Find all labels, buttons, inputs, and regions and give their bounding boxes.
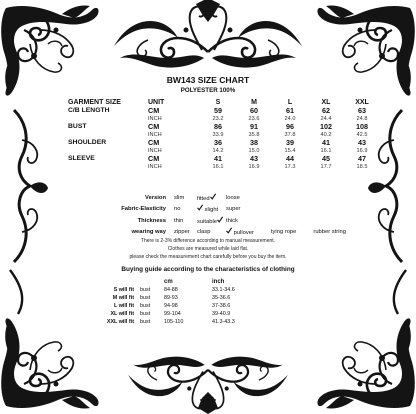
- property-option: [174, 193, 197, 204]
- table-cell: 24.0: [284, 116, 296, 122]
- property-option: [226, 193, 257, 204]
- property-option: [226, 204, 257, 215]
- property-option: [197, 193, 226, 204]
- option-text: thick: [225, 217, 238, 224]
- property-label: Thickness: [137, 217, 166, 224]
- table-row-inch: [68, 131, 380, 139]
- unit-cell: CM: [148, 138, 160, 147]
- option-text: slight: [204, 207, 219, 214]
- property-row: [80, 216, 349, 227]
- table-cell: 43: [358, 138, 366, 147]
- option-text: pullover: [233, 230, 254, 237]
- guide-size-label: XL will fit: [110, 310, 134, 317]
- option-text: fitted: [197, 196, 210, 202]
- property-label: wearing way: [131, 229, 166, 236]
- table-cell: 60: [250, 106, 258, 115]
- property-option: [174, 216, 197, 227]
- table-cell: 35.8: [248, 132, 260, 138]
- property-row: [80, 227, 349, 238]
- property-option: [174, 204, 197, 215]
- table-cell: 59: [214, 106, 222, 115]
- table-cell: 23.6: [248, 116, 260, 122]
- measure-label: SHOULDER: [68, 139, 107, 146]
- property-option: [197, 227, 226, 238]
- header-unit: UNIT: [148, 99, 165, 106]
- property-option: [299, 227, 349, 238]
- checkmark-icon: [197, 204, 203, 211]
- guide-cm: 84-88: [164, 286, 178, 293]
- table-cell: 86: [214, 122, 222, 131]
- guide-header: [84, 279, 241, 287]
- guide-row: [84, 319, 241, 327]
- properties-table: [80, 193, 349, 239]
- guide-size-label: M will fit: [112, 294, 134, 301]
- unit-cell: INCH: [148, 132, 162, 138]
- property-option: [174, 227, 197, 238]
- option-text: loose: [225, 195, 240, 201]
- table-cell: 40.2: [320, 132, 332, 138]
- table-cell: 108: [356, 122, 368, 131]
- unit-cell: CM: [148, 122, 160, 131]
- size-table: [68, 99, 380, 171]
- note-line: Clothes are measured while laid flat.: [167, 246, 249, 252]
- property-option: [197, 216, 226, 227]
- header-size: S: [215, 99, 221, 106]
- table-cell: 24.8: [356, 116, 368, 122]
- property-option: [226, 227, 257, 238]
- table-cell: 45: [322, 154, 330, 163]
- buying-guide-table: [84, 279, 241, 326]
- checkmark-icon: [210, 193, 216, 200]
- guide-inch: 33.1-34.6: [212, 286, 235, 293]
- table-cell: 14.2: [212, 148, 224, 154]
- unit-cell: INCH: [148, 148, 162, 154]
- table-cell: 17.3: [284, 164, 296, 170]
- guide-header-cm: cm: [164, 279, 173, 285]
- table-row-cm: [68, 123, 380, 131]
- table-cell: 44: [286, 154, 294, 163]
- guide-part: bust: [140, 310, 151, 317]
- guide-part: bust: [140, 318, 151, 325]
- table-cell: 63: [358, 106, 366, 115]
- guide-row: [84, 303, 241, 311]
- guide-size-label: L will fit: [114, 302, 134, 309]
- table-cell: 15.4: [284, 148, 296, 154]
- header-size: XL: [321, 99, 331, 106]
- table-cell: 16.9: [356, 148, 368, 154]
- option-text: slim: [174, 195, 185, 201]
- measure-label: BUST: [68, 123, 87, 130]
- checkmark-icon: [226, 227, 232, 234]
- guide-inch: 39-40.9: [212, 310, 231, 317]
- measure-label: C/B LENGTH: [68, 107, 110, 114]
- material-label: POLYESTER 100%: [180, 87, 236, 94]
- table-row-inch: [68, 115, 380, 123]
- table-cell: 39: [286, 138, 294, 147]
- table-cell: 62: [322, 106, 330, 115]
- table-cell: 23.2: [212, 116, 224, 122]
- table-cell: 38: [250, 138, 258, 147]
- measure-label: SLEEVE: [68, 155, 95, 162]
- option-text: clasp: [197, 229, 211, 236]
- guide-inch: 37-38.6: [212, 302, 231, 309]
- property-row: [80, 204, 349, 215]
- property-option: [257, 227, 299, 238]
- guide-header-inch: inch: [212, 279, 225, 285]
- property-option: [197, 204, 226, 215]
- property-option: [226, 216, 257, 227]
- table-row-cm: [68, 107, 380, 115]
- table-cell: 91: [250, 122, 258, 131]
- guide-row: [84, 287, 241, 295]
- guide-part: bust: [140, 302, 151, 309]
- table-cell: 41: [322, 138, 330, 147]
- table-cell: 42.5: [356, 132, 368, 138]
- unit-cell: CM: [148, 154, 160, 163]
- option-text: no: [174, 206, 181, 213]
- guide-inch: 41.3-43.3: [212, 318, 235, 325]
- table-cell: 61: [286, 106, 294, 115]
- table-cell: 37.8: [284, 132, 296, 138]
- property-label: Fabric-Elasticity: [121, 206, 166, 213]
- size-table-header: [68, 99, 380, 107]
- option-text: super: [225, 206, 241, 213]
- guide-cm: 105-110: [164, 318, 184, 325]
- table-cell: 16.9: [248, 164, 260, 170]
- option-text: thin: [174, 217, 184, 224]
- table-cell: 47: [358, 154, 366, 163]
- guide-cm: 99-104: [164, 310, 181, 317]
- option-text: tying rope: [270, 229, 297, 236]
- header-garment-size: GARMENT SIZE: [68, 99, 121, 106]
- table-cell: 16.1: [212, 164, 224, 170]
- guide-cm: 89-93: [164, 294, 178, 301]
- checkmark-icon: [217, 216, 223, 223]
- header-size: M: [251, 99, 257, 106]
- buying-guide-title: Buying guide according to the characteristics of clothing: [121, 266, 295, 273]
- note-line: please check the measurement chart carefully before you buy the item.: [129, 254, 287, 260]
- table-row-cm: [68, 139, 380, 147]
- guide-row: [84, 295, 241, 303]
- option-text: rubber string: [313, 229, 346, 236]
- guide-size-label: S will fit: [113, 286, 134, 293]
- table-cell: 24.4: [320, 116, 332, 122]
- header-size: XXL: [355, 99, 369, 106]
- option-text: zipper: [174, 229, 190, 236]
- table-cell: 96: [286, 122, 294, 131]
- table-cell: 17.7: [320, 164, 332, 170]
- guide-size-label: XXL will fit: [106, 318, 134, 325]
- table-cell: 33.9: [212, 132, 224, 138]
- guide-cm: 94-98: [164, 302, 178, 309]
- table-cell: 15.0: [248, 148, 260, 154]
- unit-cell: CM: [148, 106, 160, 115]
- table-cell: 43: [250, 154, 258, 163]
- table-cell: 18.5: [356, 164, 368, 170]
- guide-part: bust: [140, 294, 151, 301]
- table-row-cm: [68, 155, 380, 163]
- guide-row: [84, 311, 241, 319]
- table-cell: 36: [214, 138, 222, 147]
- table-row-inch: [68, 147, 380, 155]
- property-label: Version: [145, 195, 166, 201]
- note-line: There is 2-3% difference according to manual measurement.: [140, 238, 276, 244]
- header-size: L: [287, 99, 293, 106]
- option-text: suitable: [197, 218, 217, 225]
- table-cell: 16.1: [320, 148, 332, 154]
- table-cell: 102: [320, 122, 332, 131]
- unit-cell: INCH: [148, 164, 162, 170]
- unit-cell: INCH: [148, 116, 162, 122]
- chart-title: BW143 SIZE CHART: [166, 75, 250, 85]
- table-row-inch: [68, 163, 380, 171]
- guide-inch: 35-36.6: [212, 294, 231, 301]
- table-cell: 41: [214, 154, 222, 163]
- property-row: [80, 193, 349, 204]
- guide-part: bust: [140, 286, 151, 293]
